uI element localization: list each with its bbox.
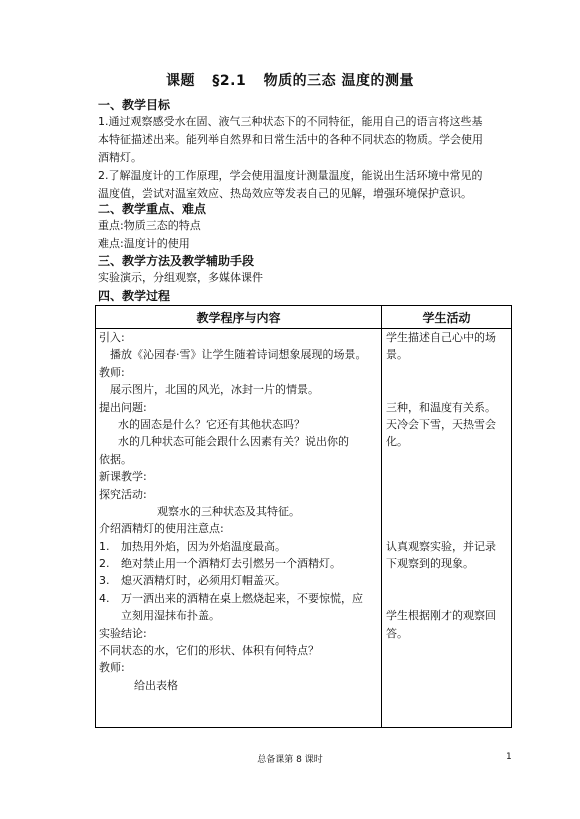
activity-line (382, 451, 511, 468)
content-cell (96, 329, 382, 728)
content-line: 探究活动: (99, 487, 147, 501)
content-line: 介绍酒精灯的使用注意点: (99, 522, 224, 536)
list-item-text: 绝对禁止用一个酒精灯去引燃另一个酒精灯。 (121, 557, 341, 571)
goals-line: 本特征描述出来。能列举自然界和日常生活中的各种不同状态的物质。学会使用 (98, 133, 483, 146)
table-body-row (96, 329, 512, 728)
lesson-title (0, 70, 580, 90)
activity-line (382, 486, 511, 503)
activity-line (382, 572, 511, 589)
list-item-text: 加热用外焰，因为外焰温度最高。 (121, 539, 286, 553)
keypoint-text: 重点:物质三态的特点 (98, 219, 201, 232)
activity-line: 答。 (386, 626, 408, 640)
process-heading: 四、教学过程 (98, 289, 171, 303)
goals-line: 温度值，尝试对温室效应、热岛效应等发表自己的见解，增强环境保护意识。 (98, 187, 472, 200)
content-line (96, 607, 381, 624)
activity-line (382, 520, 511, 537)
page-number: 1 (506, 752, 512, 762)
content-line: 教师: (99, 365, 125, 379)
difficulty-text: 难点:温度计的使用 (98, 237, 190, 250)
goals-heading: 一、教学目标 (98, 98, 171, 112)
activity-lines (382, 329, 511, 642)
list-number: 1. (99, 539, 110, 553)
content-line: 依据。 (99, 452, 132, 466)
activity-line (382, 590, 511, 607)
list-item-text: 万一洒出来的酒精在桌上燃烧起来，不要惊慌，应 (121, 591, 363, 605)
activity-line: 天冷会下雪，天热雪会 (386, 417, 496, 431)
goals-line: 2.了解温度计的工作原理，学会使用温度计测量温度，能说出生活环境中常见的 (98, 169, 483, 182)
content-line: 水的几种状态可能会跟什么因素有关？说出你的 (118, 435, 349, 449)
methods-heading: 三、教学方法及教学辅助手段 (98, 254, 255, 268)
list-number: 4. (99, 591, 110, 605)
content-line: 不同状态的水，它们的形状、体积有何特点？ (99, 644, 319, 658)
activity-line (382, 381, 511, 398)
title-label: 课题 (166, 73, 196, 89)
goals-line: 1.通过观察感受水在固、液气三种状态下的不同特征，能用自己的语言将这些基 (98, 115, 483, 128)
keypoints-heading: 二、教学重点、难点 (98, 202, 207, 216)
activity-line: 景。 (386, 348, 408, 362)
goals-text (98, 113, 512, 203)
content-line (96, 590, 381, 607)
content-lines (96, 329, 381, 694)
goals-line: 酒精灯。 (98, 151, 142, 164)
content-line: 实验结论: (99, 626, 147, 640)
footer-lesson-count: 总备课第 8 课时 (257, 755, 323, 765)
methods-text: 实验演示，分组观察，多媒体课件 (98, 271, 263, 284)
content-line (96, 538, 381, 555)
list-number: 2. (99, 557, 110, 571)
teaching-process-table (95, 305, 512, 728)
list-number: 3. (99, 574, 110, 588)
title-topic: 物质的三态 温度的测量 (263, 73, 414, 89)
activity-line: 学生根据刚才的观察回 (386, 609, 496, 623)
content-line: 提出问题: (99, 400, 147, 414)
title-section-number: §2.1 (212, 73, 247, 89)
content-line (96, 572, 381, 589)
content-line: 引入: (99, 331, 125, 344)
activity-line (382, 468, 511, 485)
table-header-row (96, 306, 512, 329)
list-item-text: 熄灭酒精灯时，必须用灯帽盖灭。 (121, 574, 286, 588)
activity-line (382, 503, 511, 520)
activity-line: 学生描述自己心中的场 (386, 331, 496, 344)
activity-line (382, 364, 511, 381)
list-item-text: 立刻用湿抹布扑盖。 (121, 609, 220, 623)
activity-line: 化。 (386, 435, 408, 449)
content-line: 教师: (99, 661, 125, 675)
activity-line: 认真观察实验，并记录 (386, 539, 496, 553)
content-line: 播放《沁园春·雪》让学生随着诗词想象展现的场景。 (110, 348, 367, 362)
header-student-activity: 学生活动 (382, 306, 512, 329)
content-line: 给出表格 (134, 678, 178, 692)
content-line: 新课教学: (99, 470, 147, 484)
activity-line: 三种，和温度有关系。 (386, 400, 496, 414)
content-line (96, 555, 381, 572)
content-line: 观察水的三种状态及其特征。 (157, 504, 300, 518)
content-line: 展示图片，北国的风光，冰封一片的情景。 (110, 383, 319, 397)
header-content: 教学程序与内容 (96, 306, 382, 329)
activity-cell (382, 329, 512, 728)
activity-line: 下观察到的现象。 (386, 557, 474, 571)
content-line: 水的固态是什么？它还有其他状态吗？ (118, 417, 305, 431)
